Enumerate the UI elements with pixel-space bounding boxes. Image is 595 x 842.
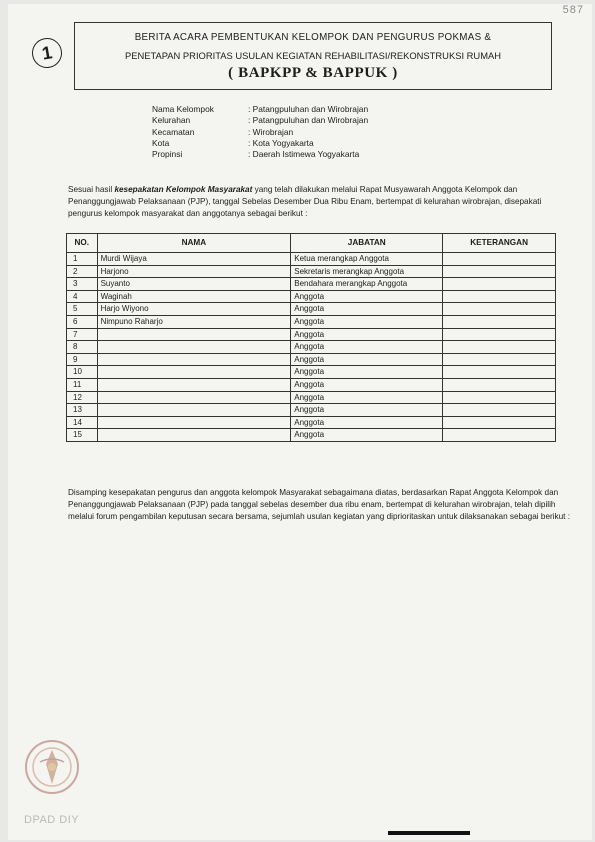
members-table [66,233,556,442]
cell-nama: Harjono [97,265,291,278]
cell-keterangan [443,341,556,354]
info-value: : Daerah Istimewa Yogyakarta [248,149,360,160]
para1-suffix: yang telah dilakukan melalui Rapat Musyawarah Anggota Kelompok dan Penanggungjawab Pelaksanaan (PJP), tanggal Sebelas Desember Dua Ribu Enam, bertempat di kelurahan wirobrajan, disepakati pengurus kelompok masyarakat dan anggotanya sebagai berikut : [68,185,542,219]
cell-nama [97,341,291,354]
cell-nama: Waginah [97,290,291,303]
cell-keterangan [443,429,556,442]
cell-no: 15 [67,429,98,442]
column-header-nama: NAMA [97,234,291,253]
info-row [152,138,368,149]
info-label: Propinsi [152,149,183,160]
cell-no: 4 [67,290,98,303]
cell-jabatan: Anggota [291,290,443,303]
cell-keterangan [443,366,556,379]
cell-no: 9 [67,353,98,366]
table-row [67,378,556,391]
info-value: : Patangpuluhan dan Wirobrajan [248,115,369,126]
cell-nama: Harjo Wiyono [97,303,291,316]
info-value: : Kota Yogyakarta [248,137,314,148]
cell-no: 1 [67,253,98,266]
cell-jabatan: Anggota [291,429,443,442]
table-row [67,366,556,379]
page-number: 1 [30,36,65,71]
cell-no: 5 [67,303,98,316]
para1-prefix: Sesuai hasil [68,185,115,194]
title-line-1: BERITA ACARA PEMBENTUKAN KELOMPOK DAN PENGURUS POKMAS & [134,32,492,43]
cell-jabatan: Anggota [291,404,443,417]
column-header-no: NO. [67,234,98,253]
cell-nama [97,378,291,391]
cell-keterangan [443,353,556,366]
cell-no: 12 [67,391,98,404]
cell-nama: Nimpuno Raharjo [97,315,291,328]
table-row [67,303,556,316]
cell-jabatan: Sekretaris merangkap Anggota [291,265,443,278]
info-row [152,104,368,115]
info-value: : Wirobrajan [248,126,294,137]
cell-jabatan: Bendahara merangkap Anggota [291,278,443,291]
cell-nama: Suyanto [97,278,291,291]
cell-keterangan [443,416,556,429]
cell-no: 3 [67,278,98,291]
cell-no: 7 [67,328,98,341]
cell-keterangan [443,404,556,417]
info-value: : Patangpuluhan dan Wirobrajan [248,104,369,114]
cell-keterangan [443,391,556,404]
priority-paragraph: Disamping kesepakatan pengurus dan anggota kelompok Masyarakat sebagaimana diatas, berdasarkan Rapat Anggota Kelompok dan Penanggungjawab Pelaksanaan (PJP) pada tanggal sebelas desember dua ribu enam, bertempat di kelurahan wirobrajan, telah dipilih melalui forum pengambilan keputusan secara bersama, sejumlah usulan kegiatan yang diprioritaskan untuk dilaksanakan sebagai berikut : [68,488,571,522]
cell-jabatan: Anggota [291,416,443,429]
cell-keterangan [443,253,556,266]
table-row [67,391,556,404]
cell-no: 8 [67,341,98,354]
table-row [67,290,556,303]
group-info [152,104,368,160]
cell-nama [97,328,291,341]
cell-jabatan: Anggota [291,328,443,341]
cell-jabatan: Anggota [291,315,443,328]
title-box [74,22,552,90]
cell-keterangan [443,378,556,391]
cell-nama [97,391,291,404]
info-label: Kelurahan [152,115,191,126]
cell-jabatan: Anggota [291,378,443,391]
info-row [152,127,368,138]
cell-nama: Murdi Wijaya [97,253,291,266]
cell-nama [97,416,291,429]
agreement-paragraph [68,184,572,221]
cell-nama [97,366,291,379]
cell-no: 13 [67,404,98,417]
info-label: Nama Kelompok [152,104,214,114]
corner-note: 587 [562,4,584,16]
cell-no: 2 [67,265,98,278]
cell-jabatan: Anggota [291,366,443,379]
cell-jabatan: Anggota [291,391,443,404]
cell-keterangan [443,315,556,328]
title-line-2: PENETAPAN PRIORITAS USULAN KEGIATAN REHABILITASI/REKONSTRUKSI RUMAH [124,50,502,61]
cell-jabatan: Anggota [291,353,443,366]
column-header-jabatan: JABATAN [291,234,443,253]
cell-keterangan [443,290,556,303]
info-label: Kota [152,137,170,148]
document-title: ( BAPKPP & BAPPUK ) [228,65,398,81]
cell-no: 6 [67,315,98,328]
para1-emphasis: kesepakatan Kelompok Masyarakat [114,185,253,194]
table-row [67,253,556,266]
cell-keterangan [443,278,556,291]
table-row [67,404,556,417]
info-row [152,149,368,160]
table-row [67,341,556,354]
cell-nama [97,429,291,442]
cell-keterangan [443,328,556,341]
cell-keterangan [443,265,556,278]
watermark: DPAD DIY [24,814,80,826]
table-header-row [67,234,556,253]
cell-jabatan: Anggota [291,341,443,354]
footer-bar [388,831,470,835]
table-row [67,328,556,341]
table-row [67,315,556,328]
table-row [67,429,556,442]
cell-no: 10 [67,366,98,379]
members-table-body [67,253,556,442]
cell-nama [97,404,291,417]
cell-no: 11 [67,378,98,391]
cell-keterangan [443,303,556,316]
table-row [67,353,556,366]
table-row [67,265,556,278]
cell-no: 14 [67,416,98,429]
cell-jabatan: Anggota [291,303,443,316]
cell-nama [97,353,291,366]
column-header-keterangan: KETERANGAN [443,234,556,253]
info-row [152,115,368,126]
seal-emblem-icon [22,736,82,798]
table-row [67,416,556,429]
info-label: Kecamatan [152,126,195,137]
cell-jabatan: Ketua merangkap Anggota [291,253,443,266]
table-row [67,278,556,291]
document-page [8,4,592,840]
